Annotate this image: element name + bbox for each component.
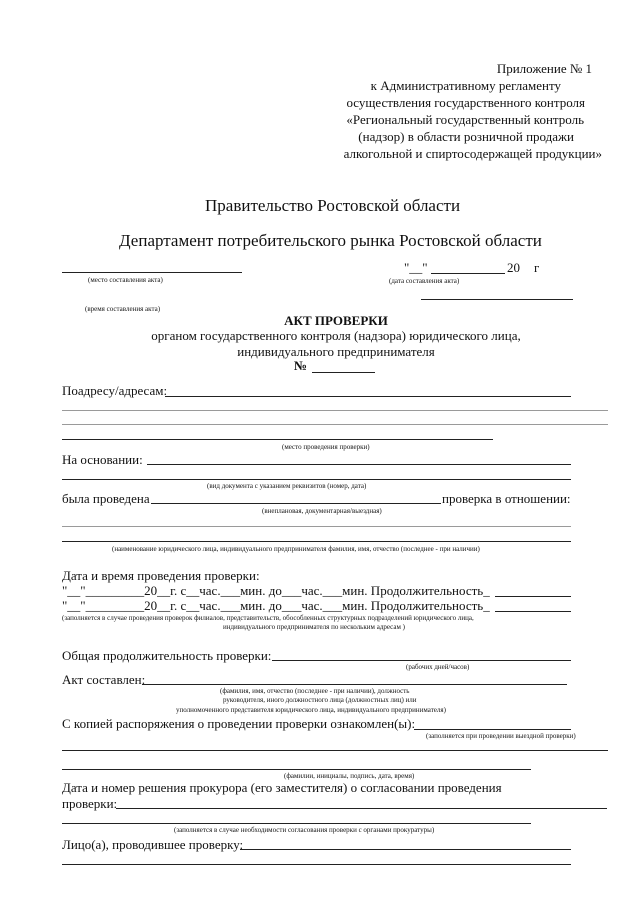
inspector-label: Лицо(а), проводившее проверку: — [62, 837, 244, 852]
address-line-4 — [62, 439, 493, 440]
address-line-3 — [62, 424, 608, 425]
act-compiled-hint-2: руководителя, иного должностного лица (должностных лиц) или — [223, 696, 417, 704]
act-compiled-hint-3: уполномоченного представителя юридического лица, индивидуального предпринимателя) — [176, 706, 446, 714]
conducted-label: была проведена — [62, 491, 150, 506]
datetime-row-1 — [62, 583, 491, 598]
date-year-suffix: г — [534, 260, 540, 275]
datetime-row-1-text: "__"_________20__г. с__час.___мин. до___час.___мин. Продолжительность_ — [62, 583, 490, 598]
date-month-line — [431, 273, 505, 274]
total-hint: (рабочих дней/часов) — [406, 663, 470, 671]
prosecutor-line-2 — [62, 823, 531, 824]
act-subtitle-1: органом государственного контроля (надзора) юридического лица, — [151, 328, 521, 343]
appendix-line-4: «Региональный государственный контроль — [346, 112, 584, 127]
basis-line-1 — [147, 464, 571, 465]
place-hint: (место составления акта) — [88, 276, 163, 284]
datetime-label: Дата и время проведения проверки: — [62, 568, 260, 583]
basis-label: На основании: — [62, 452, 143, 467]
duration-line-1 — [495, 596, 571, 597]
appendix-line-5: (надзор) в области розничной продажи — [358, 129, 574, 144]
prosecutor-line-1 — [116, 808, 607, 809]
basis-hint: (вид документа с указанием реквизитов (номер, дата) — [207, 482, 367, 490]
address-line-1 — [165, 396, 571, 397]
conducted-label-2: проверка в отношении: — [442, 491, 571, 506]
conducted-line — [151, 503, 441, 504]
copy-line-1 — [414, 729, 571, 730]
entity-line-1 — [62, 526, 571, 527]
date-year: 20 — [507, 260, 520, 275]
act-title: АКТ ПРОВЕРКИ — [284, 313, 388, 328]
entity-hint: (наименование юридического лица, индивидуального предпринимателя фамилия, имя, отчество (последнее - при наличии) — [112, 545, 480, 553]
conducted-hint: (внеплановая, документарная/выездная) — [262, 507, 382, 515]
act-compiled-label: Акт составлен: — [62, 672, 146, 687]
address-line-2 — [62, 410, 608, 411]
appendix-line-1: Приложение № 1 — [496, 61, 592, 76]
prosecutor-hint: (заполняется в случае необходимости согласования проверки с органами прокуратуры) — [174, 826, 435, 834]
appendix-line-6: алкогольной и спиртосодержащей продукции» — [343, 146, 602, 161]
date-hint: (дата составления акта) — [389, 277, 460, 285]
place-line — [62, 272, 242, 273]
copy-line-2 — [62, 750, 608, 751]
appendix-line-3: осуществления государственного контроля — [346, 95, 585, 110]
act-number-line — [312, 372, 375, 373]
total-label: Общая продолжительность проверки: — [62, 648, 272, 663]
duration-line-2 — [495, 611, 571, 612]
inspector-line-1 — [240, 849, 571, 850]
sign-hint: (фамилии, инициалы, подпись, дата, время) — [284, 772, 415, 780]
time-hint: (время составления акта) — [85, 305, 161, 313]
datetime-hint-2: индивидуального предпринимателя по нескольким адресам ) — [223, 623, 405, 631]
basis-line-2 — [62, 479, 571, 480]
appendix-line-2: к Административному регламенту — [370, 78, 561, 93]
act-compiled-hint-1: (фамилия, имя, отчество (последнее - при наличии), должность — [220, 687, 410, 695]
prosecutor-label-1: Дата и номер решения прокурора (его заместителя) о согласовании проведения — [62, 780, 502, 795]
copy-line-3 — [62, 769, 531, 770]
department-title: Департамент потребительского рынка Ростовской области — [119, 231, 542, 250]
date-day: "__" — [404, 260, 428, 275]
time-line — [421, 299, 573, 300]
act-subtitle-2: индивидуального предпринимателя — [237, 344, 435, 359]
address-hint: (место проведения проверки) — [282, 443, 370, 451]
entity-line-2 — [62, 541, 571, 542]
copy-hint: (заполняется при проведении выездной проверки) — [426, 732, 576, 740]
act-number: № — [294, 358, 308, 373]
copy-label: С копией распоряжения о проведении проверки ознакомлен(ы): — [62, 716, 416, 731]
datetime-row-2 — [62, 598, 491, 613]
prosecutor-label-2: проверки: — [62, 796, 118, 811]
datetime-row-2-text: "__"_________20__г. с__час.___мин. до___час.___мин. Продолжительность_ — [62, 598, 490, 613]
government-title: Правительство Ростовской области — [205, 196, 461, 215]
datetime-hint-1: (заполняется в случае проведения проверок филиалов, представительств, обособленных структурных подразделений юридического лица, — [62, 614, 474, 622]
total-line — [272, 660, 571, 661]
address-label: Поадресу/адресам: — [62, 383, 168, 398]
act-compiled-line — [142, 684, 567, 685]
inspector-line-2 — [62, 864, 571, 865]
